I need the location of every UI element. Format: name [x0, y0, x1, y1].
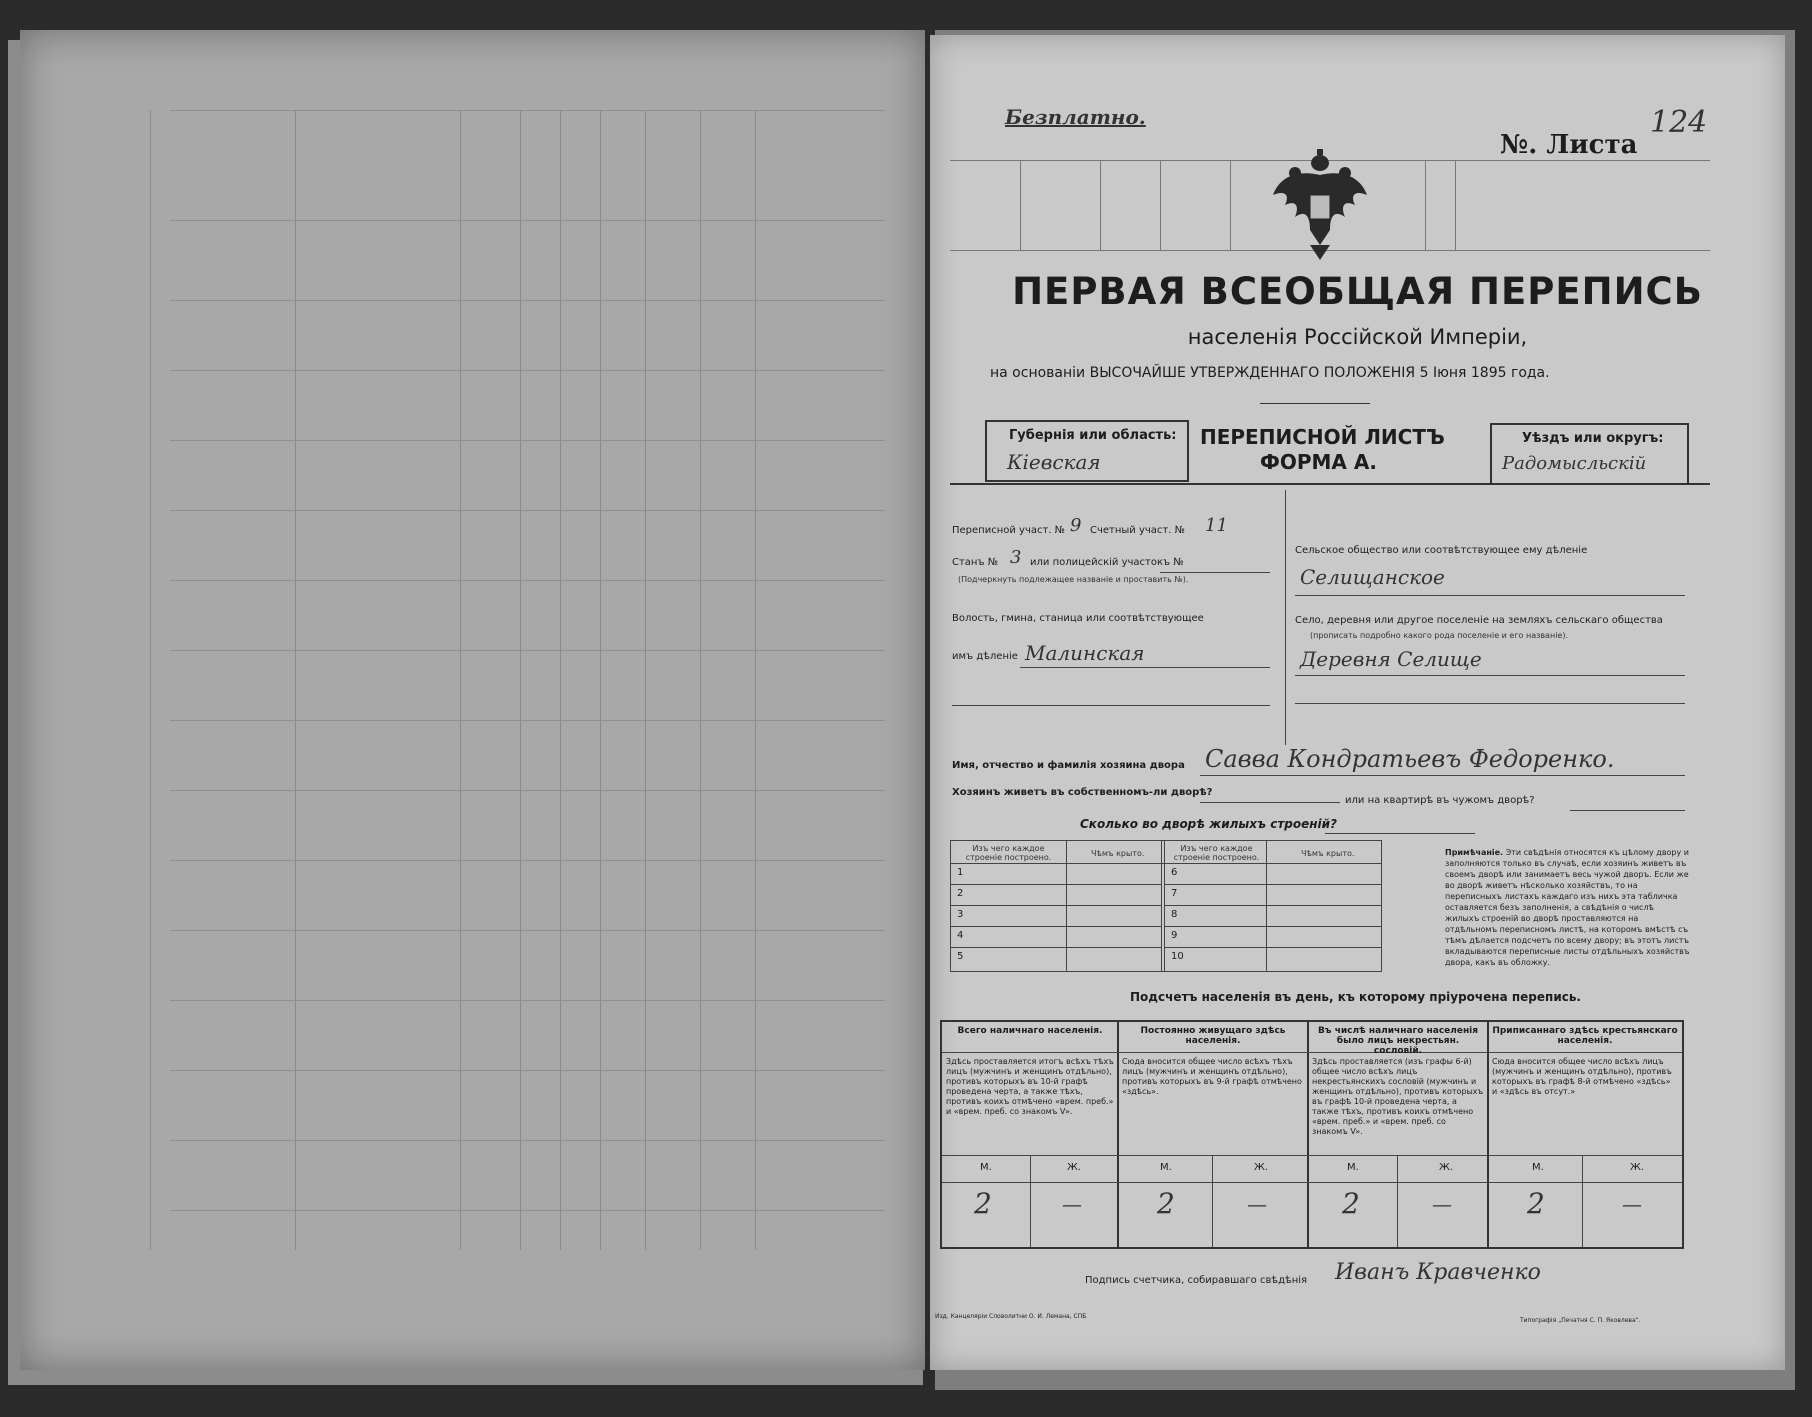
summary-zh-label: Ж.	[1067, 1162, 1081, 1173]
left-page-rule	[170, 790, 885, 791]
left-page-rule	[150, 110, 151, 1250]
form-subtitle: ФОРМА А.	[1260, 450, 1377, 474]
selo-note: (прописать подробно какого рода поселеніе и его названіе).	[1310, 631, 1568, 640]
volost-value: Малинская	[1025, 641, 1145, 665]
summary-col-title: Всего наличнаго населенія.	[957, 1026, 1103, 1036]
own-yard-label: Хозяинъ живетъ въ собственномъ-ли дворѣ?	[952, 787, 1213, 798]
buildings-col1-header: Изъ чего каждое строеніе построено.	[965, 844, 1052, 862]
summary-divider	[1397, 1155, 1398, 1247]
buildings-row-number: 7	[1171, 888, 1178, 899]
census-basis: на основаніи ВЫСОЧАЙШЕ УТВЕРЖДЕННАГО ПОЛОЖЕНІЯ 5 Іюня 1895 года.	[990, 365, 1550, 381]
buildings-col2-header: Чѣмъ крыто.	[1091, 849, 1145, 858]
table-rule	[951, 863, 1381, 864]
buildings-row-number: 9	[1171, 930, 1178, 941]
summary-col-desc: Здѣсь проставляется (изъ графы 6-й) общее число всѣхъ лицъ некрестьянскихъ сословій (мужчинъ и женщинъ отдѣльно), противъ которыхъ въ графѣ 10-й проведена черта, а также тѣхъ, противъ коихъ отмѣчено «врем. преб.» и «врем. преб. со знакомъ V».	[1312, 1057, 1484, 1136]
left-page-rule	[600, 110, 601, 1250]
schetny-uchastok-label: Счетный участ. №	[1090, 525, 1186, 536]
left-page-rule	[170, 1140, 885, 1141]
buildings-label: Сколько во дворѣ жилыхъ строеній?	[1080, 817, 1338, 831]
note-text: Эти свѣдѣнія относятся къ цѣлому двору и заполняются только въ случаѣ, если хозяинъ живетъ въ своемъ дворѣ или занимаетъ весь чужой дворъ. Если же во дворѣ живетъ нѣсколько хозяйствъ, то на переписныхъ листахъ каждаго изъ нихъ эта табличка оставляется безъ заполненія, а свѣдѣнія о числѣ жилыхъ строеній во дворѣ проставляются на отдѣльномъ переписномъ листѣ, на которомъ вмѣстѣ съ тѣмъ дѣлается подсчетъ по всему двору; въ этотъ листъ вкладываются переписные листы отдѣльныхъ хозяйствъ двора, какъ въ обложку.	[1445, 848, 1690, 967]
left-page-rule	[170, 370, 885, 371]
summary-heading: Подсчетъ населенія въ день, къ которому пріурочена перепись.	[1130, 990, 1581, 1004]
underline-note: (Подчеркнуть подлежащее названіе и проставить №).	[958, 575, 1189, 584]
field-line	[1295, 675, 1685, 676]
volost-label-2: имъ дѣленіе	[952, 651, 1018, 662]
left-page-rule	[755, 110, 756, 1250]
header-rule	[1160, 160, 1161, 250]
schetny-uchastok-value: 11	[1205, 515, 1228, 536]
summary-divider	[1307, 1022, 1309, 1247]
left-page-rule	[170, 1210, 885, 1211]
buildings-row-number: 3	[957, 909, 964, 920]
summary-m-label: М.	[1160, 1162, 1172, 1173]
owner-label: Имя, отчество и фамилія хозяина двора	[952, 760, 1185, 771]
signature-value: Иванъ Кравченко	[1335, 1260, 1541, 1285]
stan-value: 3	[1010, 547, 1022, 568]
summary-m-label: М.	[1347, 1162, 1359, 1173]
form-title: ПЕРЕПИСНОЙ ЛИСТЪ	[1200, 425, 1445, 449]
table-divider	[1161, 841, 1162, 971]
left-page-rule	[170, 580, 885, 581]
summary-zh-value: —	[1622, 1192, 1642, 1216]
summary-m-value: 2	[974, 1187, 992, 1220]
gubernia-box	[985, 420, 1189, 482]
left-page-blank-reverse	[20, 30, 925, 1370]
buildings-table	[950, 840, 1382, 972]
left-page-rule	[170, 1070, 885, 1071]
obshchestvo-label: Сельское общество или соотвѣтствующее ему дѣленіе	[1295, 545, 1588, 556]
summary-col-desc: Сюда вносится общее число всѣхъ лицъ (мужчинъ и женщинъ отдѣльно), противъ которыхъ въ графѣ 8-й отмѣчено «здѣсь» и «здѣсь въ отсут.»	[1492, 1057, 1672, 1096]
field-line	[1570, 810, 1685, 811]
summary-zh-label: Ж.	[1630, 1162, 1644, 1173]
summary-divider	[1117, 1022, 1119, 1247]
perepisnoy-uchastok-label: Переписной участ. №	[952, 525, 1066, 536]
buildings-row-number: 6	[1171, 867, 1178, 878]
table-divider	[1266, 841, 1267, 971]
buildings-col2-header: Чѣмъ крыто.	[1301, 849, 1355, 858]
field-line	[1200, 802, 1340, 803]
table-rule	[951, 884, 1161, 885]
table-rule	[951, 926, 1161, 927]
summary-rule	[942, 1182, 1682, 1183]
selo-value: Деревня Селище	[1300, 647, 1482, 671]
summary-table	[940, 1020, 1684, 1249]
uezd-value: Радомысльскій	[1502, 453, 1647, 474]
free-label: Безплатно.	[1005, 105, 1146, 129]
left-page-rule	[170, 110, 885, 111]
left-page-rule	[460, 110, 461, 1250]
summary-col-title: Постоянно живущаго здѣсь населенія.	[1140, 1026, 1286, 1046]
left-page-rule	[170, 1000, 885, 1001]
buildings-row-number: 10	[1171, 951, 1184, 962]
left-page-rule	[560, 110, 561, 1250]
selo-label: Село, деревня или другое поселеніе на земляхъ сельскаго общества	[1295, 615, 1663, 626]
field-line	[1325, 833, 1475, 834]
summary-divider	[1487, 1022, 1489, 1247]
field-divider	[1285, 490, 1286, 745]
left-page-rule	[170, 650, 885, 651]
census-title: ПЕРВАЯ ВСЕОБЩАЯ ПЕРЕПИСЬ	[1012, 270, 1703, 313]
form-rule	[950, 483, 1710, 485]
summary-zh-label: Ж.	[1439, 1162, 1453, 1173]
field-line	[1160, 572, 1270, 573]
summary-rule	[942, 1155, 1682, 1156]
buildings-row-number: 2	[957, 888, 964, 899]
volost-label: Волость, гмина, станица или соотвѣтствующее	[952, 613, 1204, 624]
note-block	[1445, 847, 1690, 968]
summary-divider	[1582, 1155, 1583, 1247]
uezd-label: Уѣздъ или округъ:	[1522, 431, 1664, 446]
summary-m-label: М.	[980, 1162, 992, 1173]
header-rule	[1230, 160, 1231, 250]
summary-col-desc: Здѣсь проставляется итогъ всѣхъ тѣхъ лицъ (мужчинъ и женщинъ отдѣльно), противъ которыхъ въ 10-й графѣ проведена черта, а также тѣхъ, противъ коихъ отмѣчено «врем. преб.» и «врем. преб. со знакомъ V».	[946, 1057, 1114, 1116]
left-page-rule	[170, 930, 885, 931]
buildings-row-number: 5	[957, 951, 964, 962]
summary-divider	[1212, 1155, 1213, 1247]
field-line	[1295, 703, 1685, 704]
summary-m-value: 2	[1342, 1187, 1360, 1220]
table-rule	[1164, 884, 1381, 885]
obshchestvo-value: Селищанское	[1300, 565, 1445, 589]
buildings-col1-header: Изъ чего каждое строеніе построено.	[1173, 844, 1260, 862]
header-rule	[1455, 160, 1456, 250]
owner-value: Савва Кондратьевъ Федоренко.	[1205, 745, 1615, 773]
buildings-row-number: 8	[1171, 909, 1178, 920]
uezd-box	[1490, 423, 1689, 485]
title-ornament	[1260, 403, 1370, 404]
table-rule	[1164, 947, 1381, 948]
summary-col-desc: Сюда вносится общее число всѣхъ тѣхъ лицъ (мужчинъ и женщинъ отдѣльно), противъ которыхъ въ 9-й графѣ отмѣчено «здѣсь».	[1122, 1057, 1302, 1096]
census-form-page	[930, 35, 1785, 1370]
rent-label: или на квартирѣ въ чужомъ дворѣ?	[1345, 795, 1535, 806]
buildings-row-number: 4	[957, 930, 964, 941]
left-page-rule	[700, 110, 701, 1250]
header-rule	[1100, 160, 1101, 250]
left-page-rule	[170, 510, 885, 511]
table-rule	[1164, 926, 1381, 927]
left-page-rule	[170, 720, 885, 721]
field-line	[1020, 667, 1270, 668]
summary-zh-value: —	[1062, 1192, 1082, 1216]
table-rule	[1164, 905, 1381, 906]
summary-zh-label: Ж.	[1254, 1162, 1268, 1173]
left-page-rule	[170, 440, 885, 441]
buildings-row-number: 1	[957, 867, 964, 878]
sheet-number: 124	[1650, 105, 1708, 140]
table-rule	[951, 947, 1161, 948]
politseisky-label: или полицейскій участокъ №	[1030, 557, 1184, 568]
table-rule	[951, 905, 1161, 906]
field-line	[1200, 775, 1685, 776]
sheet-label: №. Листа	[1500, 130, 1638, 160]
summary-m-value: 2	[1157, 1187, 1175, 1220]
left-page-rule	[170, 860, 885, 861]
census-subtitle: населенія Россійской Имперіи,	[1187, 325, 1528, 349]
stan-label: Станъ №	[952, 557, 999, 568]
perepisnoy-uchastok-value: 9	[1070, 515, 1082, 536]
summary-m-label: М.	[1532, 1162, 1544, 1173]
field-line	[1295, 595, 1685, 596]
table-divider	[1164, 841, 1165, 971]
left-page-rule	[295, 110, 296, 1250]
imprint-left: Изд. Канцеляріи Словолитни О. И. Лемана, СПБ	[935, 1313, 1087, 1320]
gubernia-value: Кіевская	[1007, 450, 1101, 474]
summary-col-title: Въ числѣ наличнаго населенія было лицъ некрестьян. сословій.	[1317, 1026, 1479, 1056]
left-page-rule	[645, 110, 646, 1250]
summary-zh-value: —	[1247, 1192, 1267, 1216]
header-rule	[1425, 160, 1426, 250]
imprint-right: Типографія „Печатня С. П. Яковлева“.	[1520, 1317, 1641, 1324]
summary-divider	[1030, 1155, 1031, 1247]
note-heading: Примѣчаніе.	[1445, 848, 1504, 857]
summary-m-value: 2	[1527, 1187, 1545, 1220]
imperial-eagle-emblem-icon	[1265, 145, 1375, 265]
signature-label: Подпись счетчика, собиравшаго свѣдѣнія	[1085, 1275, 1308, 1286]
left-page-rule	[170, 220, 885, 221]
header-rule	[1020, 160, 1021, 250]
table-divider	[1066, 841, 1067, 971]
left-page-rule	[520, 110, 521, 1250]
left-page-rule	[170, 300, 885, 301]
field-line	[952, 705, 1270, 706]
summary-col-title: Приписаннаго здѣсь крестьянскаго населенія.	[1492, 1026, 1678, 1046]
gubernia-label: Губернія или область:	[1009, 428, 1177, 443]
summary-zh-value: —	[1432, 1192, 1452, 1216]
